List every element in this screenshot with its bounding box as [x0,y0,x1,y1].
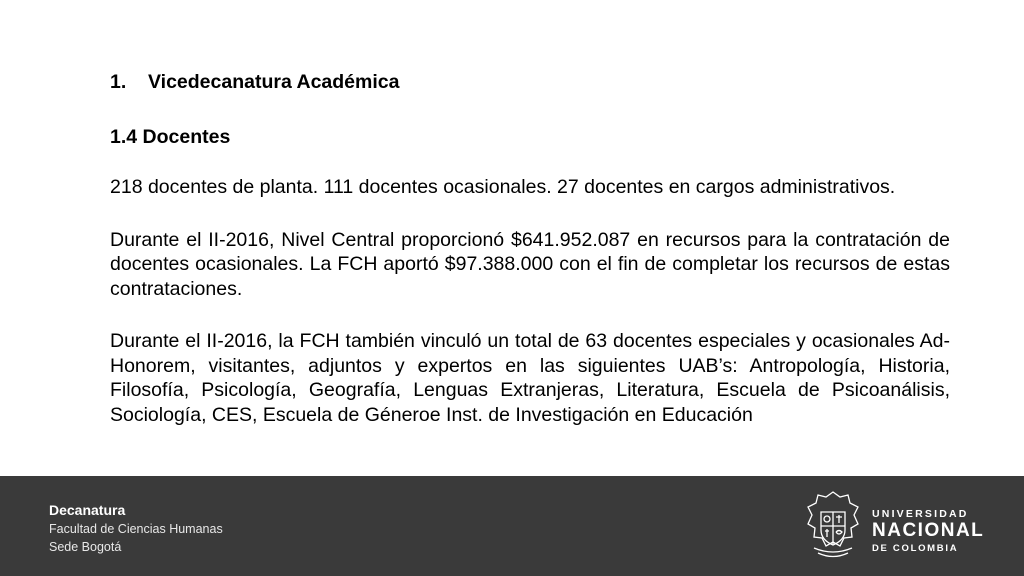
slide-content [110,70,950,427]
paragraph-funding: Durante el II-2016, Nivel Central proporcionó $641.952.087 en recursos para la contratación de docentes ocasionales. La FCH aportó $97.388.000 con el fin de completar los recursos de estas contrataciones. [110,228,950,300]
footer-faculty: Facultad de Ciencias Humanas [49,522,223,536]
section-number: 1. [110,71,127,93]
paragraph-staff-counts: 218 docentes de planta. 111 docentes ocasionales. 27 docentes en cargos administrativos. [110,176,896,198]
footer-campus: Sede Bogotá [49,540,122,554]
logo-text-bottom: DE COLOMBIA [872,543,959,554]
logo-text-top: UNIVERSIDAD [872,508,969,520]
footer-bar [0,476,1024,576]
footer-title: Decanatura [49,502,126,518]
logo-text-main: NACIONAL [872,520,985,541]
subsection-heading: 1.4 Docentes [110,125,231,148]
paragraph-special-teachers: Durante el II-2016, la FCH también vinculó un total de 63 docentes especiales y ocasionales Ad- Honorem, visitantes, adjuntos y expertos en las siguientes UAB’s: Antropología, Historia, Filosofía, Psicología, Geografía, Lenguas Extranjeras, Literatura, Escuela de Psicoanálisis, Sociología, CES, Escuela de Géneroe Inst. de Investigación en Educación [110,330,950,426]
section-heading [110,70,950,95]
section-title: Vicedecanatura Académica [148,71,400,93]
university-seal-icon [804,490,862,562]
